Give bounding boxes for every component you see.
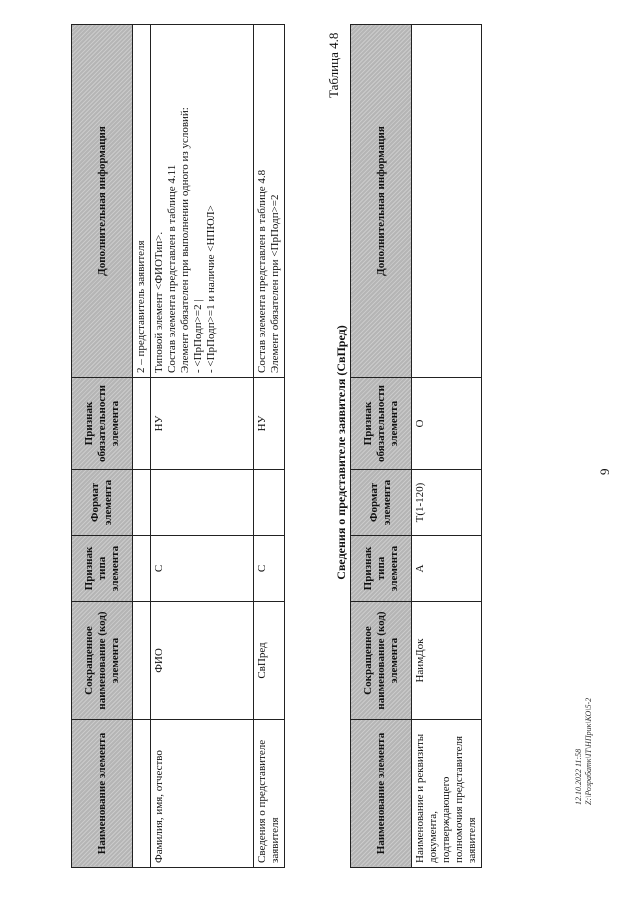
- info-line: Элемент обязателен при выполнении одного из условий:: [179, 107, 191, 373]
- table-number: Таблица 4.8: [326, 32, 341, 98]
- cell-code: ФИО: [151, 602, 254, 720]
- header-element-code: Сокращенное наименование (код) элемента: [351, 602, 412, 720]
- page-number: 9: [597, 468, 612, 475]
- elements-table: [71, 24, 285, 868]
- info-line: - <ПрПодп>=2 |: [192, 299, 204, 373]
- cell-code: СвПред: [254, 602, 285, 720]
- cell-required: НУ: [151, 378, 254, 470]
- cell-name: Сведения о представителе заявителя: [254, 720, 285, 868]
- footer-timestamp: 12.10.2022 11:58: [574, 748, 583, 805]
- header-element-code: Сокращенное наименование (код) элемента: [72, 602, 133, 720]
- header-element-required: Признак обязательности элемента: [351, 378, 412, 470]
- header-additional-info: Дополнительная информация: [72, 25, 133, 378]
- table-row: [133, 25, 151, 868]
- table-header-row: [351, 25, 412, 868]
- cell-type: С: [254, 536, 285, 602]
- cell-required: О: [412, 378, 482, 470]
- footer-path: Z:\Розрабатк\IT\НПрик\КО\5-2: [584, 697, 593, 805]
- cell-format: [254, 470, 285, 536]
- cell-type: [133, 536, 151, 602]
- header-element-type: Признак типа элемента: [72, 536, 133, 602]
- cell-required: [133, 378, 151, 470]
- cell-format: [133, 470, 151, 536]
- file-footer: [574, 698, 594, 805]
- cell-format: T(1-120): [412, 470, 482, 536]
- table-caption: Сведения о представителе заявителя (СвПред): [334, 325, 348, 580]
- representative-table: [350, 24, 482, 868]
- info-line: - <ПрПодп>=1 и наличие <НПЮЛ>: [205, 205, 217, 373]
- table-row: [254, 25, 285, 868]
- table-header-row: [72, 25, 133, 868]
- info-line: 2 – представитель заявителя: [135, 240, 147, 373]
- header-element-required: Признак обязательности элемента: [72, 378, 133, 470]
- info-line: Элемент обязателен при <ПрПодп>=2: [269, 194, 281, 373]
- info-line: Состав элемента представлен в таблице 4.8: [256, 169, 268, 373]
- header-element-format: Формат элемента: [72, 470, 133, 536]
- info-line: Состав элемента представлен в таблице 4.11: [166, 164, 178, 373]
- cell-code: НаимДок: [412, 602, 482, 720]
- cell-name: Наименование и реквизиты документа, подтверждающего полномочия представителя заявителя: [412, 720, 482, 868]
- info-line: Типовой элемент <ФИОТип>.: [153, 231, 165, 373]
- cell-name: [133, 720, 151, 868]
- header-element-format: Формат элемента: [351, 470, 412, 536]
- table-row: [412, 25, 482, 868]
- cell-info: [133, 25, 151, 378]
- cell-info: [254, 25, 285, 378]
- cell-info: [412, 25, 482, 378]
- header-element-name: Наименование элемента: [351, 720, 412, 868]
- cell-code: [133, 602, 151, 720]
- cell-type: А: [412, 536, 482, 602]
- cell-type: С: [151, 536, 254, 602]
- cell-required: НУ: [254, 378, 285, 470]
- table-row: [151, 25, 254, 868]
- cell-info: [151, 25, 254, 378]
- cell-format: [151, 470, 254, 536]
- cell-name: Фамилия, имя, отчество: [151, 720, 254, 868]
- header-additional-info: Дополнительная информация: [351, 25, 412, 378]
- header-element-type: Признак типа элемента: [351, 536, 412, 602]
- header-element-name: Наименование элемента: [72, 720, 133, 868]
